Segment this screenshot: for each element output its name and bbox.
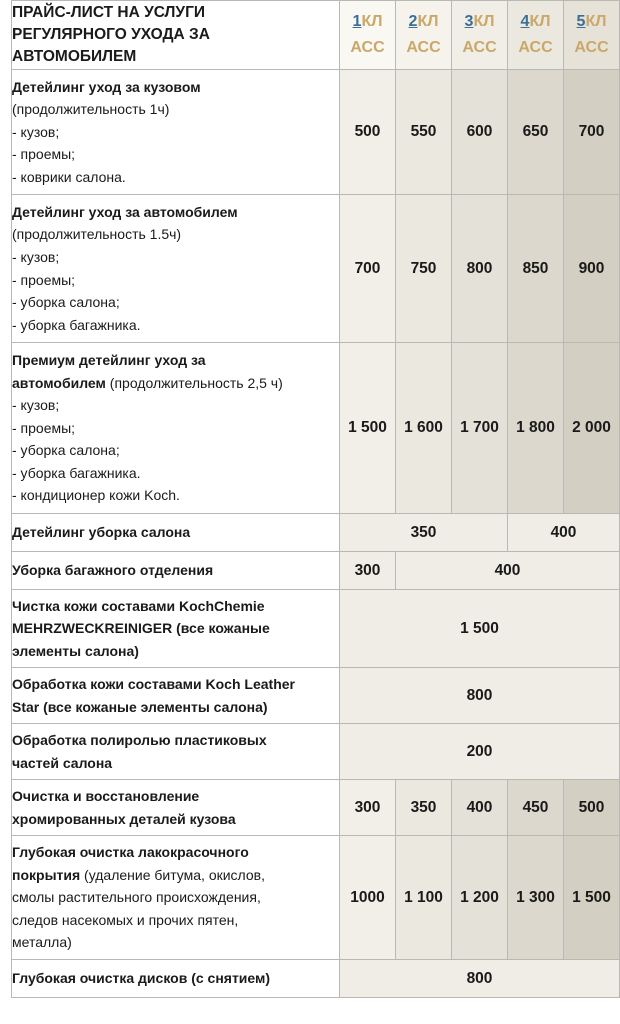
service-line xyxy=(12,484,339,507)
service-detail: - кузов; xyxy=(12,397,60,414)
service-description xyxy=(12,780,340,836)
service-description xyxy=(12,552,340,590)
table-row xyxy=(12,70,620,195)
price-cell: 800 xyxy=(452,195,508,343)
price-list-table xyxy=(11,0,620,998)
service-description xyxy=(12,668,340,724)
service-line xyxy=(12,314,339,337)
service-line xyxy=(12,967,339,990)
service-line xyxy=(12,349,339,372)
class-header-3 xyxy=(452,1,508,70)
service-title: Чистка кожи составами KochChemie xyxy=(12,597,265,614)
class-number: 5 xyxy=(576,13,586,30)
service-line xyxy=(12,291,339,314)
price-cell: 400 xyxy=(452,780,508,836)
service-description xyxy=(12,70,340,195)
price-cell: 650 xyxy=(508,70,564,195)
service-line xyxy=(12,785,339,808)
service-description xyxy=(12,590,340,668)
service-line xyxy=(12,166,339,189)
service-line xyxy=(12,909,339,932)
service-line xyxy=(12,595,339,618)
price-cell: 1 100 xyxy=(396,836,452,960)
service-description xyxy=(12,724,340,780)
service-line xyxy=(12,76,339,99)
table-row xyxy=(12,668,620,724)
price-cell: 450 xyxy=(508,780,564,836)
price-cell: 600 xyxy=(452,70,508,195)
service-detail: - проемы; xyxy=(12,146,76,163)
price-cell: 1 300 xyxy=(508,836,564,960)
title-line: РЕГУЛЯРНОГО УХОДА ЗА xyxy=(12,26,210,43)
service-line xyxy=(12,394,339,417)
table-row xyxy=(12,724,620,780)
service-detail: (продолжительность 2,5 ч) xyxy=(105,374,283,391)
service-detail: (продолжительность 1ч) xyxy=(12,101,170,118)
price-cell: 1 200 xyxy=(452,836,508,960)
class-label-bottom: АСС xyxy=(406,39,441,56)
class-header-2 xyxy=(396,1,452,70)
service-line xyxy=(12,729,339,752)
service-title: Глубокая очистка дисков (с снятием) xyxy=(12,970,271,987)
service-line xyxy=(12,673,339,696)
service-line xyxy=(12,98,339,121)
price-cell: 400 xyxy=(508,514,620,552)
service-description xyxy=(12,343,340,514)
table-row xyxy=(12,960,620,998)
service-line xyxy=(12,246,339,269)
service-detail: - кузов; xyxy=(12,123,60,140)
service-title: Детейлинг уход за кузовом xyxy=(12,78,201,95)
service-title: Уборка багажного отделения xyxy=(12,562,214,579)
service-line xyxy=(12,223,339,246)
service-detail: - кузов; xyxy=(12,248,60,265)
service-line xyxy=(12,886,339,909)
service-title: частей салона xyxy=(12,754,113,771)
price-cell: 2 000 xyxy=(564,343,620,514)
service-line xyxy=(12,864,339,887)
service-title: автомобилем xyxy=(12,374,106,391)
service-detail: - уборка багажника. xyxy=(12,464,141,481)
page-title xyxy=(12,1,340,70)
class-label-top: КЛ xyxy=(417,13,439,30)
service-detail: металла) xyxy=(12,934,72,951)
service-line xyxy=(12,417,339,440)
service-line xyxy=(12,372,339,395)
service-title: Детейлинг уборка салона xyxy=(12,524,191,541)
title-line: ПРАЙС-ЛИСТ НА УСЛУГИ xyxy=(12,4,205,21)
price-cell: 1 600 xyxy=(396,343,452,514)
service-detail: - кондиционер кожи Koch. xyxy=(12,487,180,504)
service-title: Детейлинг уход за автомобилем xyxy=(12,203,238,220)
price-cell: 400 xyxy=(396,552,620,590)
price-cell: 200 xyxy=(340,724,620,780)
service-detail: - коврики салона. xyxy=(12,168,126,185)
service-line xyxy=(12,808,339,831)
service-title: Очистка и восстановление xyxy=(12,787,200,804)
service-detail: - уборка багажника. xyxy=(12,316,141,333)
service-line xyxy=(12,439,339,462)
class-label-top: КЛ xyxy=(529,13,551,30)
price-rows xyxy=(12,70,620,998)
class-header-5 xyxy=(564,1,620,70)
service-detail: следов насекомых и прочих пятен, xyxy=(12,911,239,928)
price-cell: 750 xyxy=(396,195,452,343)
service-line xyxy=(12,201,339,224)
price-cell: 800 xyxy=(340,960,620,998)
service-line xyxy=(12,462,339,485)
table-row xyxy=(12,343,620,514)
price-cell: 1 700 xyxy=(452,343,508,514)
price-cell: 1 800 xyxy=(508,343,564,514)
service-title: Премиум детейлинг уход за xyxy=(12,351,206,368)
service-detail: (продолжительность 1.5ч) xyxy=(12,226,182,243)
class-header-4 xyxy=(508,1,564,70)
price-cell: 350 xyxy=(396,780,452,836)
service-detail: - проемы; xyxy=(12,271,76,288)
price-cell: 1 500 xyxy=(340,590,620,668)
class-number: 1 xyxy=(352,13,362,30)
title-line: АВТОМОБИЛЕМ xyxy=(12,48,137,65)
service-detail: - проемы; xyxy=(12,419,76,436)
service-line xyxy=(12,121,339,144)
table-row xyxy=(12,514,620,552)
service-line xyxy=(12,143,339,166)
table-row xyxy=(12,590,620,668)
class-label-top: КЛ xyxy=(361,13,383,30)
service-title: Обработка полиролью пластиковых xyxy=(12,731,267,748)
service-title: Star (все кожаные элементы салона) xyxy=(12,698,268,715)
table-row xyxy=(12,780,620,836)
price-cell: 500 xyxy=(564,780,620,836)
class-label-bottom: АСС xyxy=(462,39,497,56)
class-number: 2 xyxy=(408,13,418,30)
header-row xyxy=(12,1,620,70)
price-cell: 850 xyxy=(508,195,564,343)
service-detail: - уборка салона; xyxy=(12,442,120,459)
service-description xyxy=(12,195,340,343)
service-title: MEHRZWECKREINIGER (все кожаные xyxy=(12,620,270,637)
service-line xyxy=(12,269,339,292)
service-title: элементы салона) xyxy=(12,642,139,659)
price-cell: 1 500 xyxy=(340,343,396,514)
service-detail: (удаление битума, окислов, xyxy=(80,866,265,883)
service-line xyxy=(12,617,339,640)
price-cell: 1 500 xyxy=(564,836,620,960)
class-label-bottom: АСС xyxy=(574,39,609,56)
price-cell: 1000 xyxy=(340,836,396,960)
price-cell: 900 xyxy=(564,195,620,343)
service-detail: смолы растительного происхождения, xyxy=(12,889,261,906)
service-title: хромированных деталей кузова xyxy=(12,810,236,827)
service-line xyxy=(12,931,339,954)
price-cell: 800 xyxy=(340,668,620,724)
price-cell: 500 xyxy=(340,70,396,195)
price-cell: 300 xyxy=(340,552,396,590)
class-number: 4 xyxy=(520,13,530,30)
service-title: покрытия xyxy=(12,866,81,883)
table-row xyxy=(12,836,620,960)
service-line xyxy=(12,696,339,719)
service-line xyxy=(12,841,339,864)
service-title: Глубокая очистка лакокрасочного xyxy=(12,844,249,861)
table-row xyxy=(12,195,620,343)
price-cell: 550 xyxy=(396,70,452,195)
class-label-bottom: АСС xyxy=(350,39,385,56)
service-description xyxy=(12,960,340,998)
service-line xyxy=(12,752,339,775)
service-description xyxy=(12,836,340,960)
class-label-bottom: АСС xyxy=(518,39,553,56)
class-number: 3 xyxy=(464,13,474,30)
service-title: Обработка кожи составами Koch Leather xyxy=(12,675,295,692)
service-line xyxy=(12,640,339,663)
service-detail: - уборка салона; xyxy=(12,294,120,311)
class-header-1 xyxy=(340,1,396,70)
price-cell: 300 xyxy=(340,780,396,836)
price-cell: 700 xyxy=(340,195,396,343)
table-row xyxy=(12,552,620,590)
service-line xyxy=(12,559,339,582)
price-cell: 700 xyxy=(564,70,620,195)
class-label-top: КЛ xyxy=(585,13,607,30)
service-line xyxy=(12,521,339,544)
service-description xyxy=(12,514,340,552)
price-cell: 350 xyxy=(340,514,508,552)
class-label-top: КЛ xyxy=(473,13,495,30)
